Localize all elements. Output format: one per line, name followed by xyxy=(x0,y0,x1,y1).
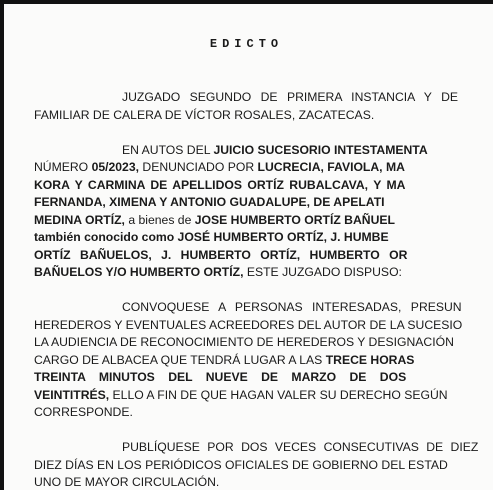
paragraph-3-line-1: CONVOQUESE A PERSONAS INTERESADAS, PRESUN xyxy=(122,300,462,314)
paragraph-2-line-4: FERNANDA, XIMENA Y ANTONIO GUADALUPE, DE APELATI xyxy=(34,195,385,209)
paragraph-4-line-3: UNO DE MAYOR CIRCULACIÓN. xyxy=(34,475,220,489)
paragraph-4-line-2: DIEZ DÍAS EN LOS PERIÓDICOS OFICIALES DE GOBIERNO DEL ESTAD xyxy=(34,458,448,472)
paragraph-2-line-5: MEDINA ORTÍZ, a bienes de JOSE HUMBERTO ORTÍZ BAÑUEL xyxy=(34,213,395,227)
paragraph-2-line-3: KORA Y CARMINA DE APELLIDOS ORTÍZ RUBALCAVA, Y MA xyxy=(34,178,406,192)
paragraph-2-line-1: EN AUTOS DEL JUICIO SUCESORIO INTESTAMENTA xyxy=(122,143,428,157)
paragraph-3-line-4: CARGO DE ALBACEA QUE TENDRÁ LUGAR A LAS TRECE HORAS xyxy=(34,353,415,367)
page-border-left xyxy=(0,0,4,490)
paragraph-2-line-6: también conocido como JOSÉ HUMBERTO ORTÍZ, J. HUMBE xyxy=(34,230,389,244)
paragraph-3-line-7: CORRESPONDE. xyxy=(34,405,133,419)
paragraph-3-line-2: HEREDEROS Y EVENTUALES ACREEDORES DEL AUTOR DE LA SUCESIO xyxy=(34,318,463,332)
page-border-top xyxy=(0,0,493,4)
paragraph-1-line-2: FAMILIAR DE CALERA DE VÍCTOR ROSALES, ZACATECAS. xyxy=(34,108,375,122)
paragraph-2-line-7: ORTÍZ BAÑUELOS, J. HUMBERTO ORTÍZ, HUMBERTO OR xyxy=(34,248,408,262)
paragraph-1-line-1: JUZGADO SEGUNDO DE PRIMERA INSTANCIA Y DE xyxy=(122,90,459,104)
paragraph-2-line-8: BAÑUELOS Y/O HUMBERTO ORTÍZ, ESTE JUZGADO DISPUSO: xyxy=(34,265,402,279)
paragraph-3-line-3: LA AUDIENCIA DE RECONOCIMIENTO DE HEREDEROS Y DESIGNACIÓN xyxy=(34,335,454,349)
paragraph-2-line-2: NÚMERO 05/2023, DENUNCIADO POR LUCRECIA, FAVIOLA, MA xyxy=(34,160,405,174)
paragraph-3-line-5: TREINTA MINUTOS DEL NUEVE DE MARZO DE DOS xyxy=(34,370,407,384)
paragraph-3-line-6: VEINTITRÉS, ELLO A FIN DE QUE HAGAN VALER SU DERECHO SEGÚN xyxy=(34,388,448,402)
document-title: EDICTO xyxy=(209,37,284,51)
paragraph-4-line-1: PUBLÍQUESE POR DOS VECES CONSECUTIVAS DE DIEZ xyxy=(122,440,479,454)
